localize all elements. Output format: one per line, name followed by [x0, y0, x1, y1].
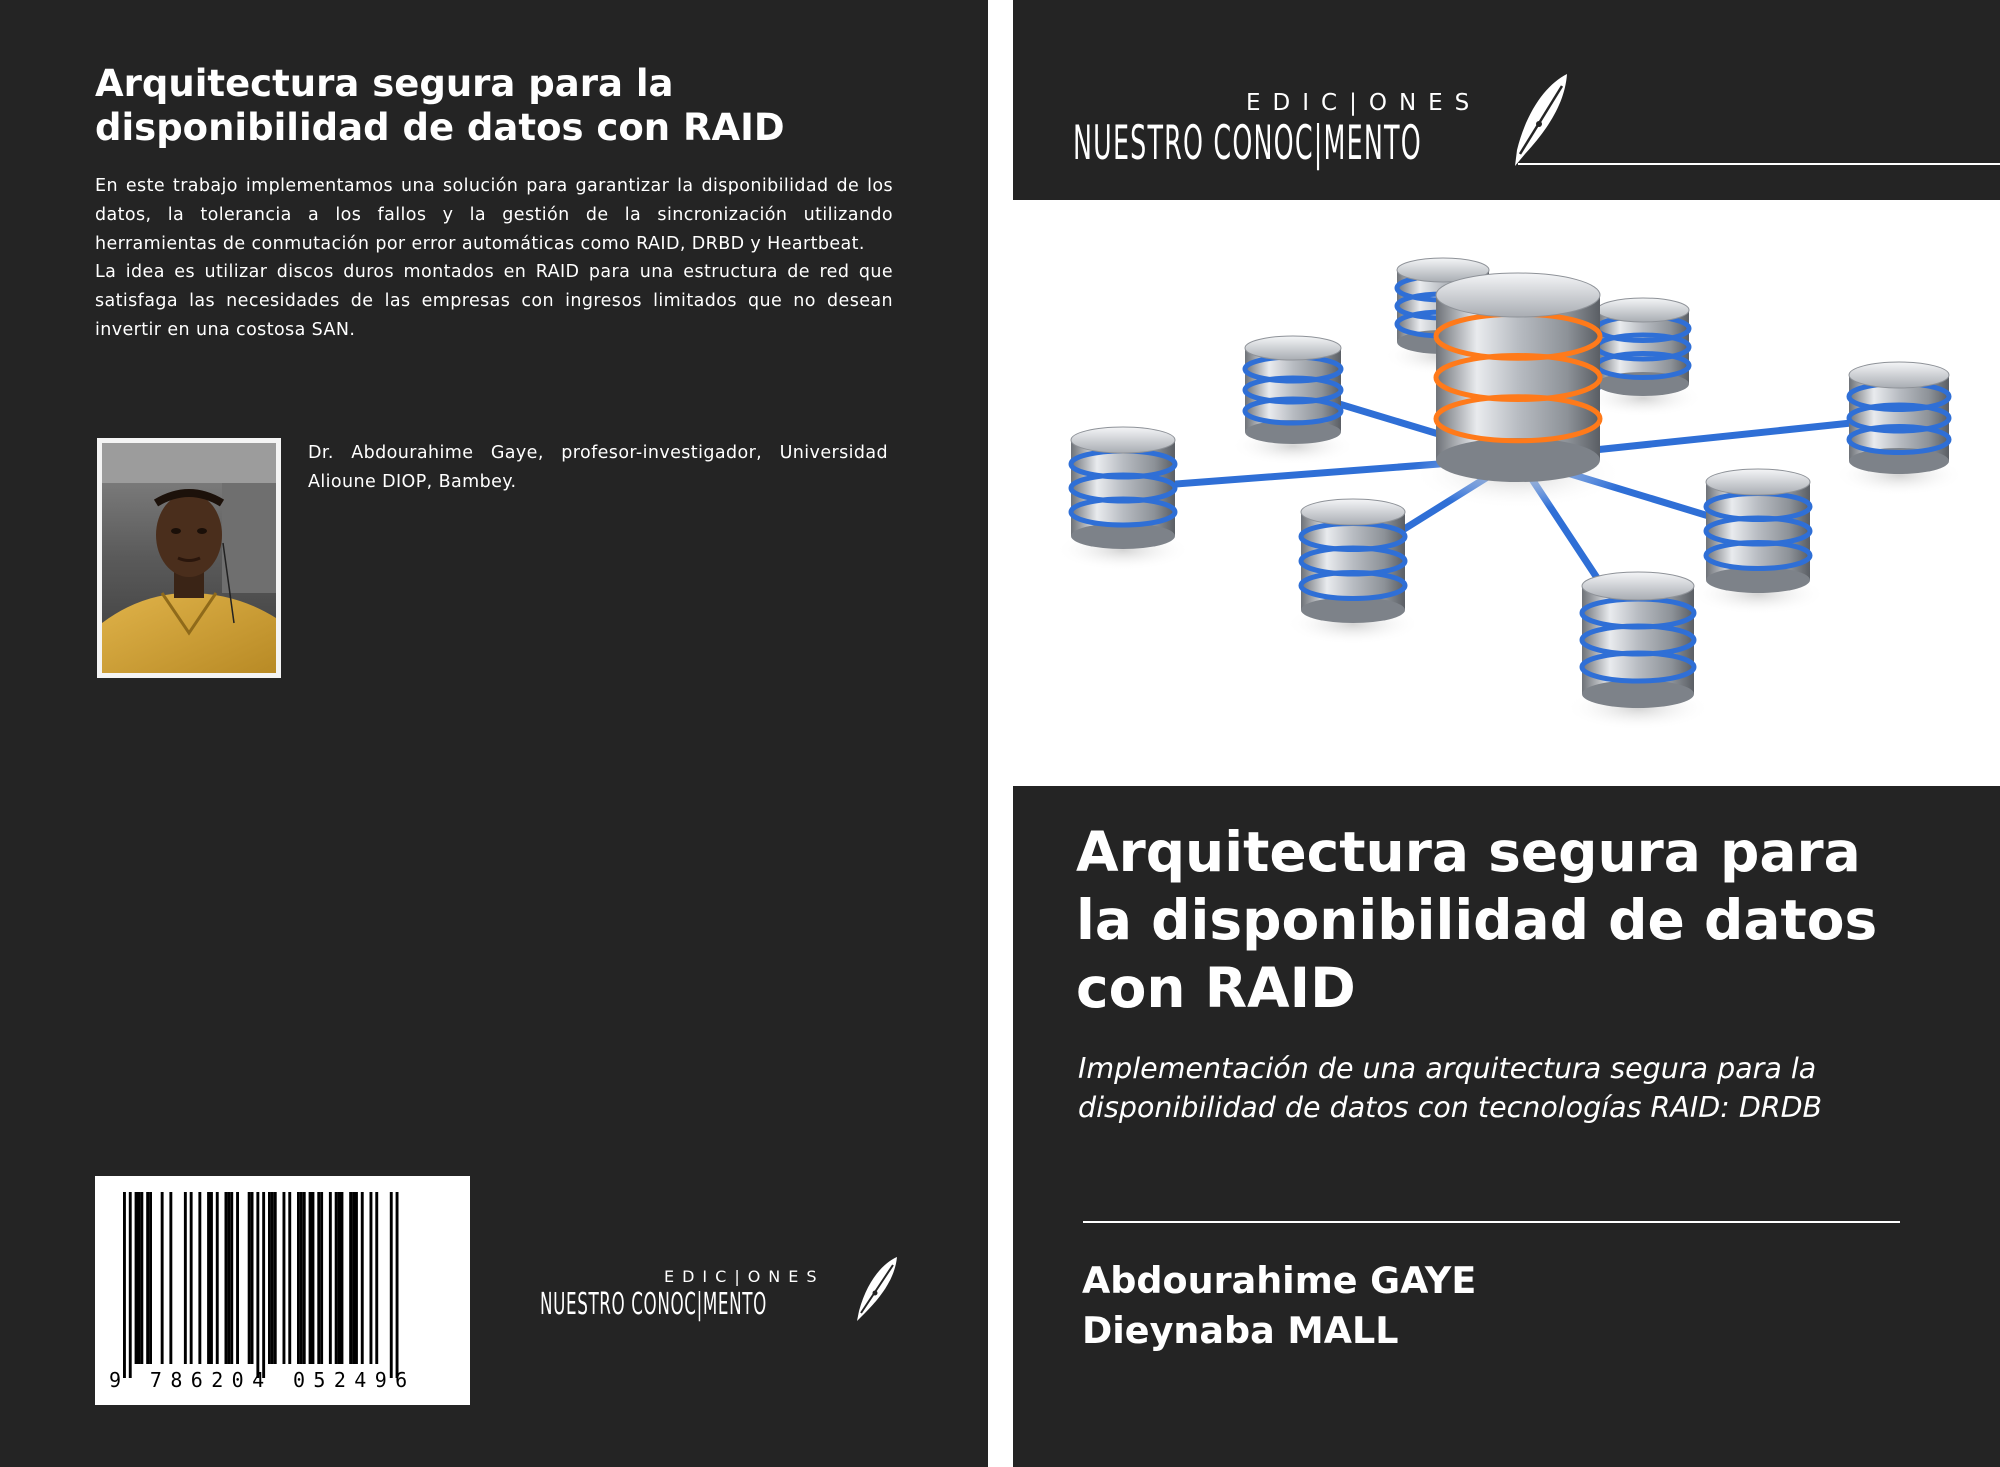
- barcode-bar: [349, 1192, 352, 1364]
- barcode-bar: [227, 1192, 230, 1364]
- author-name-2: Dieynaba MALL: [1082, 1309, 1399, 1352]
- blurb-paragraph-1: En este trabajo implementamos una solución para garantizar la disponibilidad de los datos, la tolerancia a los fallos y la gestión de la sincronización utilizando herramientas de conmutación por error automáticas como RAID, DRBD y Heartbeat.: [95, 176, 893, 254]
- isbn-barcode: [95, 1176, 470, 1405]
- author-photo: [97, 438, 281, 678]
- barcode-bar: [216, 1192, 219, 1364]
- database-disk: [1834, 362, 1964, 496]
- barcode-bar: [190, 1192, 193, 1364]
- front-title-line-2: la disponibilidad de datos: [1076, 888, 1878, 952]
- barcode-bar: [225, 1192, 228, 1364]
- disk-top: [1849, 362, 1949, 388]
- front-logo-underline: [1518, 163, 2000, 165]
- author-name-1: Abdourahime GAYE: [1082, 1259, 1477, 1302]
- front-subtitle-line-1: Implementación de una arquitectura segura para la: [1078, 1052, 1817, 1085]
- database-disk: [1231, 336, 1356, 465]
- barcode-bar: [335, 1192, 338, 1364]
- raid-network-illustration: [1013, 200, 2000, 786]
- barcode-bar: [303, 1192, 306, 1364]
- disk-top: [1436, 273, 1600, 317]
- barcode-bar: [207, 1192, 210, 1364]
- back-logo-ediciones: EDIC|ONES: [664, 1267, 825, 1286]
- front-logo-ediciones: EDIC|ONES: [1246, 90, 1482, 116]
- disk-top: [1071, 427, 1175, 453]
- disk-top: [1582, 572, 1694, 600]
- barcode-bar: [248, 1192, 251, 1364]
- barcode-bar: [320, 1192, 323, 1364]
- barcode-bar: [355, 1192, 358, 1364]
- disk-top: [1597, 298, 1689, 322]
- disk-bottom: [1436, 438, 1600, 482]
- barcode-bar: [262, 1192, 265, 1378]
- database-network-graphic: [1013, 200, 2000, 786]
- barcode-bar: [236, 1192, 239, 1364]
- barcode-bar: [198, 1192, 201, 1364]
- barcode-bar: [341, 1192, 344, 1364]
- barcode-bar: [317, 1192, 320, 1364]
- database-disk: [1565, 572, 1711, 730]
- barcode-bar: [370, 1192, 373, 1364]
- barcode-bar: [329, 1192, 332, 1364]
- quill-pen-icon: [1511, 72, 1571, 168]
- front-cover-divider: [1083, 1221, 1900, 1223]
- barcode-bar: [396, 1192, 399, 1378]
- barcode-bar: [140, 1192, 143, 1364]
- back-cover-title: [95, 62, 915, 150]
- front-cover-header: [1013, 0, 2000, 200]
- barcode-bar: [123, 1192, 126, 1378]
- quill-pen-icon: [853, 1255, 903, 1325]
- front-subtitle-line-2: disponibilidad de datos con tecnologías RAID: DRDB: [1078, 1091, 1823, 1124]
- back-publisher-logo: [540, 1255, 905, 1335]
- barcode-bar: [271, 1192, 274, 1364]
- front-title-line-1: Arquitectura segura para: [1076, 820, 1861, 884]
- barcode-bar: [300, 1192, 303, 1364]
- barcode-bar: [230, 1192, 233, 1364]
- barcode-bar: [352, 1192, 355, 1364]
- back-logo-nuestro-conocimiento: NUESTRO CONOC|MENTO: [540, 1287, 767, 1322]
- barcode-bar: [274, 1192, 277, 1364]
- database-disk: [1690, 469, 1825, 615]
- barcode-bar: [210, 1192, 213, 1364]
- barcode-bar: [312, 1192, 315, 1364]
- disk-top: [1301, 499, 1405, 525]
- isbn-digits: 9 786204 052496: [109, 1368, 416, 1392]
- barcode-bar: [169, 1192, 172, 1364]
- barcode-bar: [161, 1192, 164, 1364]
- barcode-bar: [184, 1192, 187, 1364]
- database-disk: [1055, 427, 1190, 571]
- back-title-line-1: Arquitectura segura para la: [95, 62, 674, 105]
- barcode-bar: [268, 1192, 271, 1364]
- front-cover-authors: [1082, 1256, 1476, 1356]
- barcode-bar: [297, 1192, 300, 1364]
- front-cover-subtitle: [1078, 1049, 1958, 1127]
- blurb-paragraph-2: La idea es utilizar discos duros montados en RAID para una estructura de red que satisfaga las necesidades de las empresas con ingresos limitados que no desean invertir en una costosa SAN.: [95, 262, 893, 340]
- barcode-bar: [256, 1192, 259, 1378]
- barcode-bar: [390, 1192, 393, 1378]
- barcode-bar: [288, 1192, 291, 1364]
- author-bio: Dr. Abdourahime Gaye, profesor-investigador, Universidad Alioune DIOP, Bambey.: [308, 443, 888, 492]
- barcode-bar: [149, 1192, 152, 1364]
- central-raid-disk: [1411, 273, 1624, 509]
- front-title-line-3: con RAID: [1076, 956, 1356, 1020]
- barcode-bar: [338, 1192, 341, 1364]
- barcode-bar: [375, 1192, 378, 1364]
- spine-gap: [988, 0, 1013, 1467]
- back-cover: [0, 0, 988, 1467]
- disk-top: [1706, 469, 1810, 495]
- back-cover-blurb: [95, 172, 893, 345]
- barcode-bar: [309, 1192, 312, 1364]
- barcode-bar: [283, 1192, 286, 1364]
- front-cover-title: [1076, 818, 1956, 1022]
- barcode-bar: [129, 1192, 132, 1378]
- barcode-bar: [135, 1192, 138, 1364]
- barcode-bar: [146, 1192, 149, 1364]
- disk-top: [1245, 336, 1341, 360]
- back-title-line-2: disponibilidad de datos con RAID: [95, 106, 785, 149]
- barcode-bar: [361, 1192, 364, 1364]
- barcode-bar: [138, 1192, 141, 1364]
- barcode-bar: [251, 1192, 254, 1364]
- front-logo-nuestro-conocimiento: NUESTRO CONOC|MENTO: [1073, 116, 1422, 171]
- database-disk: [1285, 499, 1420, 645]
- disk-bottom: [1582, 680, 1694, 708]
- database-disk: [1583, 298, 1703, 417]
